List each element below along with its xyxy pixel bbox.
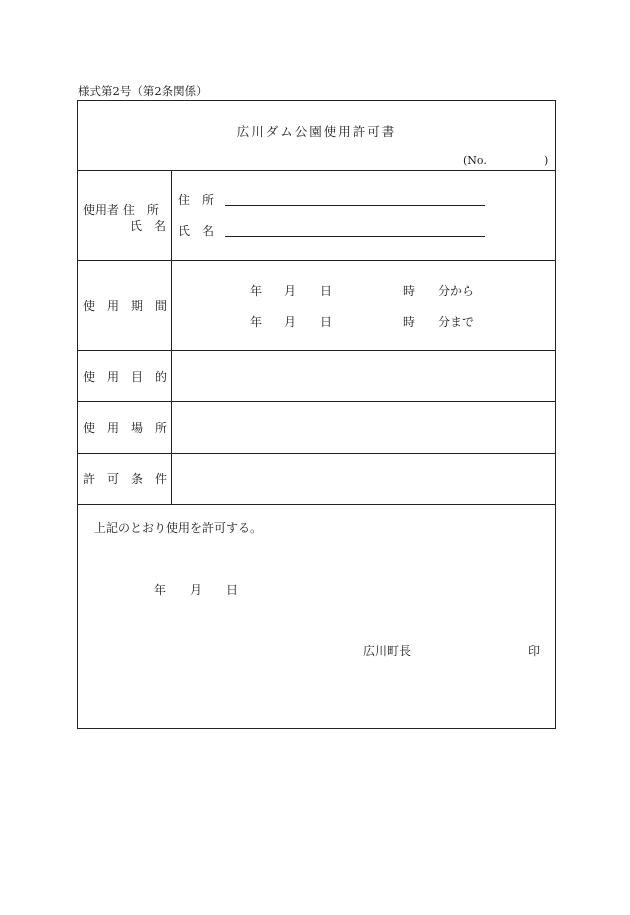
form-number-caption: 様式第2号（第2条関係） (78, 84, 208, 98)
issue-year-unit: 年 (154, 583, 167, 597)
place-label: 使 用 場 所 (83, 421, 168, 435)
form-title: 広川ダム公園使用許可書 (236, 124, 397, 139)
purpose-label: 使 用 目 的 (83, 370, 168, 384)
start-day-unit: 日 (320, 284, 333, 298)
address-field[interactable] (225, 205, 485, 206)
period-label: 使 用 期 間 (83, 299, 168, 313)
row-divider (78, 260, 555, 261)
end-day-unit: 日 (320, 315, 333, 329)
row-divider (78, 170, 555, 171)
start-year-unit: 年 (250, 284, 263, 298)
column-divider (171, 170, 172, 505)
address-label: 住 所 (178, 193, 215, 207)
row-divider (78, 401, 555, 402)
issuer-title: 広川町長 (363, 644, 412, 658)
end-month-unit: 月 (284, 315, 297, 329)
start-hour-unit: 時 (403, 284, 416, 298)
permit-number-open: (No. (463, 154, 487, 167)
end-year-unit: 年 (250, 315, 263, 329)
permit-number-close: ) (544, 154, 549, 167)
start-minute-from: 分から (438, 284, 475, 298)
end-minute-until: 分まで (438, 315, 475, 329)
end-hour-unit: 時 (403, 315, 416, 329)
name-field[interactable] (225, 236, 485, 237)
issue-month-unit: 月 (190, 583, 203, 597)
user-label: 使用者 住 所 (83, 203, 159, 217)
row-divider (78, 350, 555, 351)
user-name-label: 氏 名 (130, 219, 167, 233)
approval-statement: 上記のとおり使用を許可する。 (94, 521, 263, 535)
seal-mark: 印 (528, 644, 541, 658)
issue-day-unit: 日 (226, 583, 239, 597)
name-label: 氏 名 (178, 224, 215, 238)
row-divider (78, 504, 555, 505)
conditions-label: 許 可 条 件 (83, 472, 168, 486)
row-divider (78, 453, 555, 454)
permit-form (77, 100, 556, 729)
start-month-unit: 月 (284, 284, 297, 298)
